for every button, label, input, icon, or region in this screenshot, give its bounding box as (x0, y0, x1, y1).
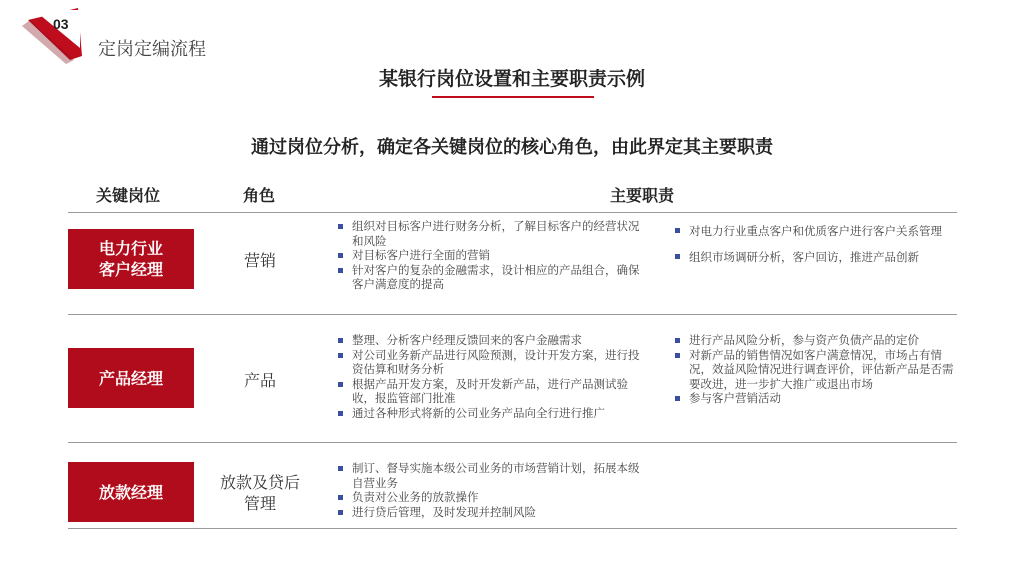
page-subtitle: 通过岗位分析，确定各关键岗位的核心角色，由此界定其主要职责 (251, 137, 773, 158)
list-item: 整理、分析客户经理反馈回来的客户金融需求 (336, 333, 646, 348)
role-text: 管理 (243, 494, 276, 513)
title-underline (432, 96, 594, 98)
position-box (68, 462, 194, 522)
list-item: 进行产品风险分析，参与资产负债产品的定价 (673, 333, 957, 348)
list-item: 针对客户的复杂的金融需求，设计相应的产品组合，确保客户满意度的提高 (336, 263, 646, 292)
list-item: 制订、督导实施本级公司业务的市场营销计划，拓展本级自营业务 (336, 461, 646, 490)
list-item: 组织对目标客户进行财务分析，了解目标客户的经营状况和风险 (336, 219, 646, 248)
duties-list-right (673, 218, 957, 270)
duties-list-right (673, 333, 957, 406)
list-item: 对新产品的销售情况如客户满意情况，市场占有情况，效益风险情况进行调查评价，评估新产品是否需要改进，进一步扩大推广或退出市场 (673, 348, 957, 392)
section-number: 03 (53, 16, 69, 32)
list-item: 负责对公业务的放款操作 (336, 490, 646, 505)
corner-badge (0, 0, 90, 70)
list-item: 根据产品开发方案，及时开发新产品，进行产品测试验收，报监管部门批准 (336, 377, 646, 406)
table-divider (68, 314, 957, 315)
duties-list-left (336, 333, 646, 420)
list-item: 组织市场调研分析，客户回访，推进产品创新 (673, 244, 957, 270)
role-text: 产品 (243, 371, 276, 390)
table-divider (68, 212, 957, 213)
position-box (68, 348, 194, 408)
role-text: 放款及贷后 (219, 473, 300, 492)
list-item: 对电力行业重点客户和优质客户进行客户关系管理 (673, 218, 957, 244)
position-label: 客户经理 (98, 260, 163, 279)
list-item: 进行贷后管理，及时发现并控制风险 (336, 505, 646, 520)
position-label: 产品经理 (98, 368, 163, 388)
column-header-role: 角色 (243, 186, 276, 205)
column-header-position: 关键岗位 (96, 186, 161, 205)
duties-list-left (336, 219, 646, 292)
page-title: 某银行岗位设置和主要职责示例 (378, 68, 645, 90)
list-item: 通过各种形式将新的公司业务产品向全行进行推广 (336, 406, 646, 421)
table-divider (68, 528, 957, 529)
list-item: 参与客户营销活动 (673, 391, 957, 406)
role-label (210, 472, 310, 514)
table-divider (68, 442, 957, 443)
position-label: 放款经理 (98, 482, 163, 502)
section-title: 定岗定编流程 (98, 39, 206, 60)
role-label (210, 250, 310, 271)
list-item: 对目标客户进行全面的营销 (336, 248, 646, 263)
position-label: 电力行业 (98, 239, 163, 258)
position-box (68, 229, 194, 289)
column-header-duties: 主要职责 (610, 186, 675, 205)
role-label (210, 370, 310, 391)
duties-list-left (336, 461, 646, 519)
role-text: 营销 (243, 251, 276, 270)
list-item: 对公司业务新产品进行风险预测，设计开发方案，进行投资估算和财务分析 (336, 348, 646, 377)
